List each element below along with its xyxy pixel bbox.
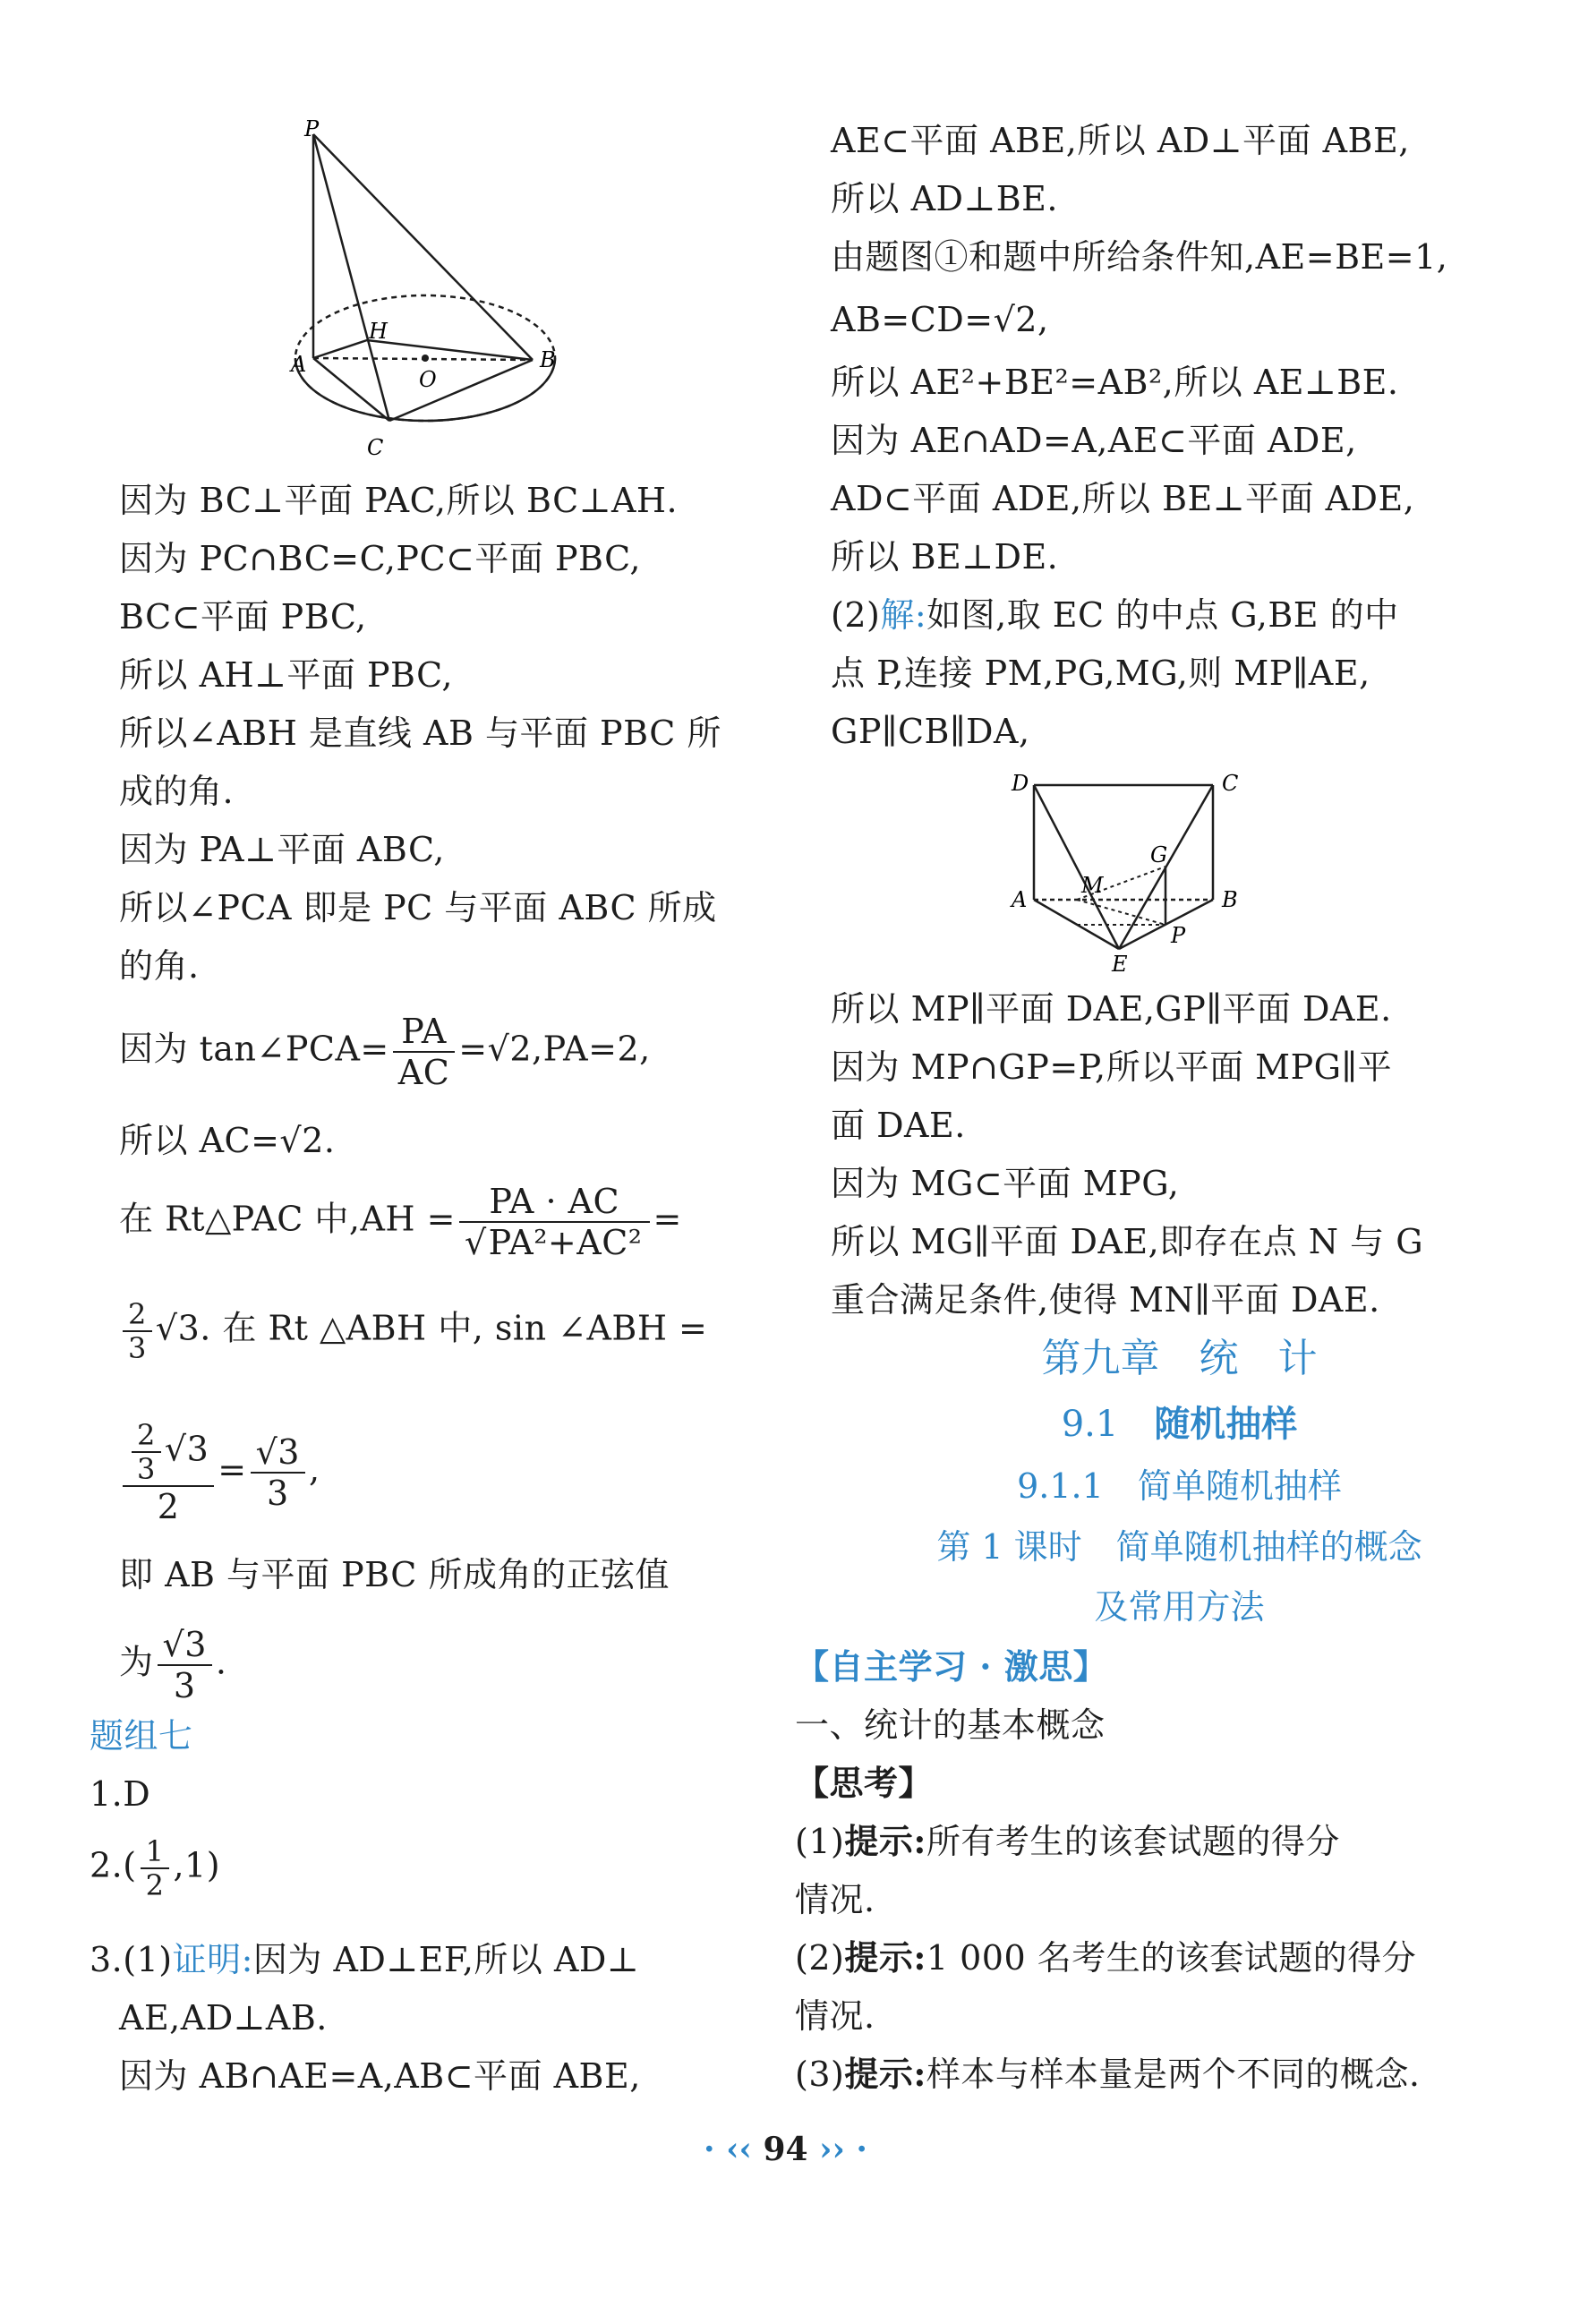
text-line: 所以 AC=√2. <box>119 1121 336 1160</box>
text-line: 所以 AE²+BE²=AB²,所以 AE⊥BE. <box>831 363 1399 402</box>
fraction-denominator: 3 <box>128 1331 147 1365</box>
hint-prefix: (2) <box>795 1938 845 1978</box>
subsection-text: 简单随机抽样 <box>1137 1466 1342 1506</box>
fraction-numerator: PA · AC <box>459 1182 650 1223</box>
text-line: 因为 AE∩AD=A,AE⊂平面 ADE, <box>831 421 1357 460</box>
ornament-left: · ‹‹ <box>704 2131 764 2168</box>
item2-prefix: 2.( <box>90 1845 137 1885</box>
text-line: 因为 MP∩GP=P,所以平面 MPG∥平 <box>831 1047 1393 1087</box>
group-title: 题组七 <box>90 1716 193 1756</box>
fraction <box>251 1432 305 1513</box>
part2-prefix: (2) <box>831 595 881 635</box>
hint-1 <box>795 1820 1340 1863</box>
label-c: C <box>1222 771 1239 796</box>
label-e: E <box>1112 952 1128 971</box>
fraction-denominator: 2 <box>157 1487 180 1526</box>
sin-suffix: √3. 在 Rt △ABH 中, sin ∠ABH = <box>155 1308 708 1348</box>
ah-prefix: 在 Rt△PAC 中,AH = <box>119 1199 456 1239</box>
fraction-numerator: √3 <box>251 1432 305 1474</box>
ah-equation <box>119 1182 682 1262</box>
text-line: BC⊂平面 PBC, <box>119 597 367 637</box>
label-a: A <box>291 352 307 377</box>
ah-suffix: = <box>653 1199 682 1239</box>
text-line: 所以 MG∥平面 DAE,即存在点 N 与 G <box>831 1222 1424 1261</box>
fraction <box>393 1012 456 1092</box>
label-m: M <box>1081 873 1104 898</box>
label-c: C <box>367 435 384 460</box>
label-p: P <box>304 116 320 141</box>
text-line: 面 DAE. <box>831 1106 966 1145</box>
wei: 为 <box>119 1642 154 1682</box>
text-line: GP∥CB∥DA, <box>831 712 1030 751</box>
text-line: 因为 BC⊥平面 PAC,所以 BC⊥AH. <box>119 481 679 520</box>
label-g: G <box>1150 842 1168 867</box>
concept-heading: 一、统计的基本概念 <box>795 1705 1106 1745</box>
label-a: A <box>1012 887 1028 912</box>
compound-fraction: $\frac{2}{3}$ √3 2 = $\frac{√3}{3}$ , <box>119 1419 320 1526</box>
text-line: 所以∠PCA 即是 PC 与平面 ABC 所成 <box>119 888 717 927</box>
text-line: 点 P,连接 PM,PG,MG,则 MP∥AE, <box>831 654 1370 693</box>
hint-text: 样本与样本量是两个不同的概念. <box>926 2055 1421 2094</box>
text-line: 所以 AD⊥BE. <box>831 179 1058 218</box>
fraction <box>123 1419 214 1526</box>
hint-text: 所有考生的该套试题的得分 <box>926 1822 1340 1861</box>
think-heading: 【思考】 <box>795 1763 934 1803</box>
fraction-numerator <box>123 1419 214 1487</box>
item2-suffix: ,1) <box>173 1845 221 1885</box>
fraction <box>459 1182 650 1262</box>
label-o: O <box>419 367 437 392</box>
sqrt-radicand: PA²+AC² <box>488 1223 643 1262</box>
answer-item-3 <box>90 1938 639 1981</box>
text-line: AE,AD⊥AB. <box>119 1998 328 2038</box>
page-number-text: 94 <box>763 2131 808 2168</box>
fraction-numerator: √3 <box>158 1625 212 1666</box>
hint-prefix: (3) <box>795 2055 845 2094</box>
sin-equation <box>119 1298 707 1364</box>
fraction-denominator: 2 <box>145 1868 165 1902</box>
section-text: 随机抽样 <box>1154 1403 1298 1445</box>
text-line: 所以 AH⊥平面 PBC, <box>119 655 453 695</box>
tan-prefix: 因为 tan∠PCA= <box>119 1029 389 1069</box>
fraction-denominator: AC <box>397 1053 450 1092</box>
fraction-denominator: √PA²+AC² <box>464 1223 643 1262</box>
text-line: 因为 AB∩AE=A,AB⊂平面 ABE, <box>119 2056 641 2096</box>
fraction-denominator: 3 <box>266 1474 289 1513</box>
fraction-numerator: 2 <box>132 1419 161 1453</box>
text-line: 因为 PC∩BC=C,PC⊂平面 PBC, <box>119 539 641 578</box>
fraction-denominator: 3 <box>137 1452 156 1486</box>
hint-prefix: (1) <box>795 1822 845 1861</box>
part2-line <box>831 594 1399 637</box>
fraction <box>123 1298 152 1364</box>
text-line: 即 AB 与平面 PBC 所成角的正弦值 <box>119 1555 670 1594</box>
text-line: 成的角. <box>119 772 235 811</box>
solution-label: 解: <box>880 595 927 635</box>
hint-label: 提示: <box>844 2054 926 2094</box>
item3-rest: 因为 AD⊥EF,所以 AD⊥ <box>252 1940 640 1979</box>
text-line: 情况. <box>795 1996 875 2036</box>
page-number <box>0 2131 1571 2168</box>
hint-label: 提示: <box>844 1937 926 1978</box>
text-line: 因为 MG⊂平面 MPG, <box>831 1164 1180 1203</box>
fraction-denominator: 3 <box>173 1666 196 1705</box>
item3-prefix: 3.(1) <box>90 1940 173 1979</box>
section-title <box>788 1401 1571 1448</box>
solid-figure <box>1003 765 1271 971</box>
hint-label: 提示: <box>844 1821 926 1861</box>
text-line: 因为 PA⊥平面 ABC, <box>119 830 445 869</box>
fraction-numerator: 1 <box>141 1835 170 1869</box>
fraction-numerator: 2 <box>123 1298 152 1332</box>
label-h: H <box>369 319 388 344</box>
ornament-right: ›› · <box>807 2131 867 2168</box>
proof-label: 证明: <box>172 1940 253 1979</box>
inner-fraction <box>132 1419 161 1485</box>
tan-suffix: =√2,PA=2, <box>458 1029 651 1069</box>
answer-item-2 <box>90 1835 220 1901</box>
hint-3 <box>795 2053 1420 2096</box>
text-line: AB=CD=√2, <box>831 300 1049 339</box>
fraction-numerator: PA <box>393 1012 456 1053</box>
text-line: AE⊂平面 ABE,所以 AD⊥平面 ABE, <box>831 121 1410 160</box>
label-b: B <box>1222 887 1238 912</box>
hint-text: 1 000 名考生的该套试题的得分 <box>926 1938 1417 1978</box>
text-line: 所以∠ABH 是直线 AB 与平面 PBC 所 <box>119 713 721 753</box>
part2-rest: 如图,取 EC 的中点 G,BE 的中 <box>926 595 1399 635</box>
final-answer <box>119 1625 227 1705</box>
label-p: P <box>1171 923 1186 948</box>
subsection-number: 9.1.1 <box>1017 1466 1104 1506</box>
text-line: AD⊂平面 ADE,所以 BE⊥平面 ADE, <box>831 479 1415 518</box>
text-line: 重合满足条件,使得 MN∥平面 DAE. <box>831 1280 1380 1320</box>
text-line: 情况. <box>795 1880 875 1919</box>
tan-equation <box>119 1012 651 1092</box>
hint-2 <box>795 1936 1416 1979</box>
lesson-title-line2: 及常用方法 <box>1094 1587 1265 1627</box>
cone-figure <box>269 116 591 466</box>
root: √3 <box>164 1429 209 1469</box>
self-study-heading: 【自主学习 · 激思】 <box>795 1646 1108 1687</box>
fraction <box>141 1835 170 1901</box>
chapter-title: 第九章 统 计 <box>1041 1336 1318 1381</box>
label-b: B <box>540 347 556 372</box>
subsection-title <box>788 1465 1571 1508</box>
text-line: 的角. <box>119 946 200 986</box>
section-number: 9.1 <box>1061 1404 1119 1445</box>
text-line: 由题图①和题中所给条件知,AE=BE=1, <box>831 237 1448 277</box>
text-line: 所以 BE⊥DE. <box>831 537 1059 577</box>
label-d: D <box>1012 771 1029 796</box>
final-suffix: . <box>215 1642 227 1682</box>
fraction <box>158 1625 212 1705</box>
lesson-title-line1: 第 1 课时 简单随机抽样的概念 <box>936 1527 1422 1567</box>
answer-item-1: 1.D <box>90 1774 151 1814</box>
text-line: 所以 MP∥平面 DAE,GP∥平面 DAE. <box>831 989 1392 1029</box>
eq-suffix: , <box>308 1449 320 1490</box>
